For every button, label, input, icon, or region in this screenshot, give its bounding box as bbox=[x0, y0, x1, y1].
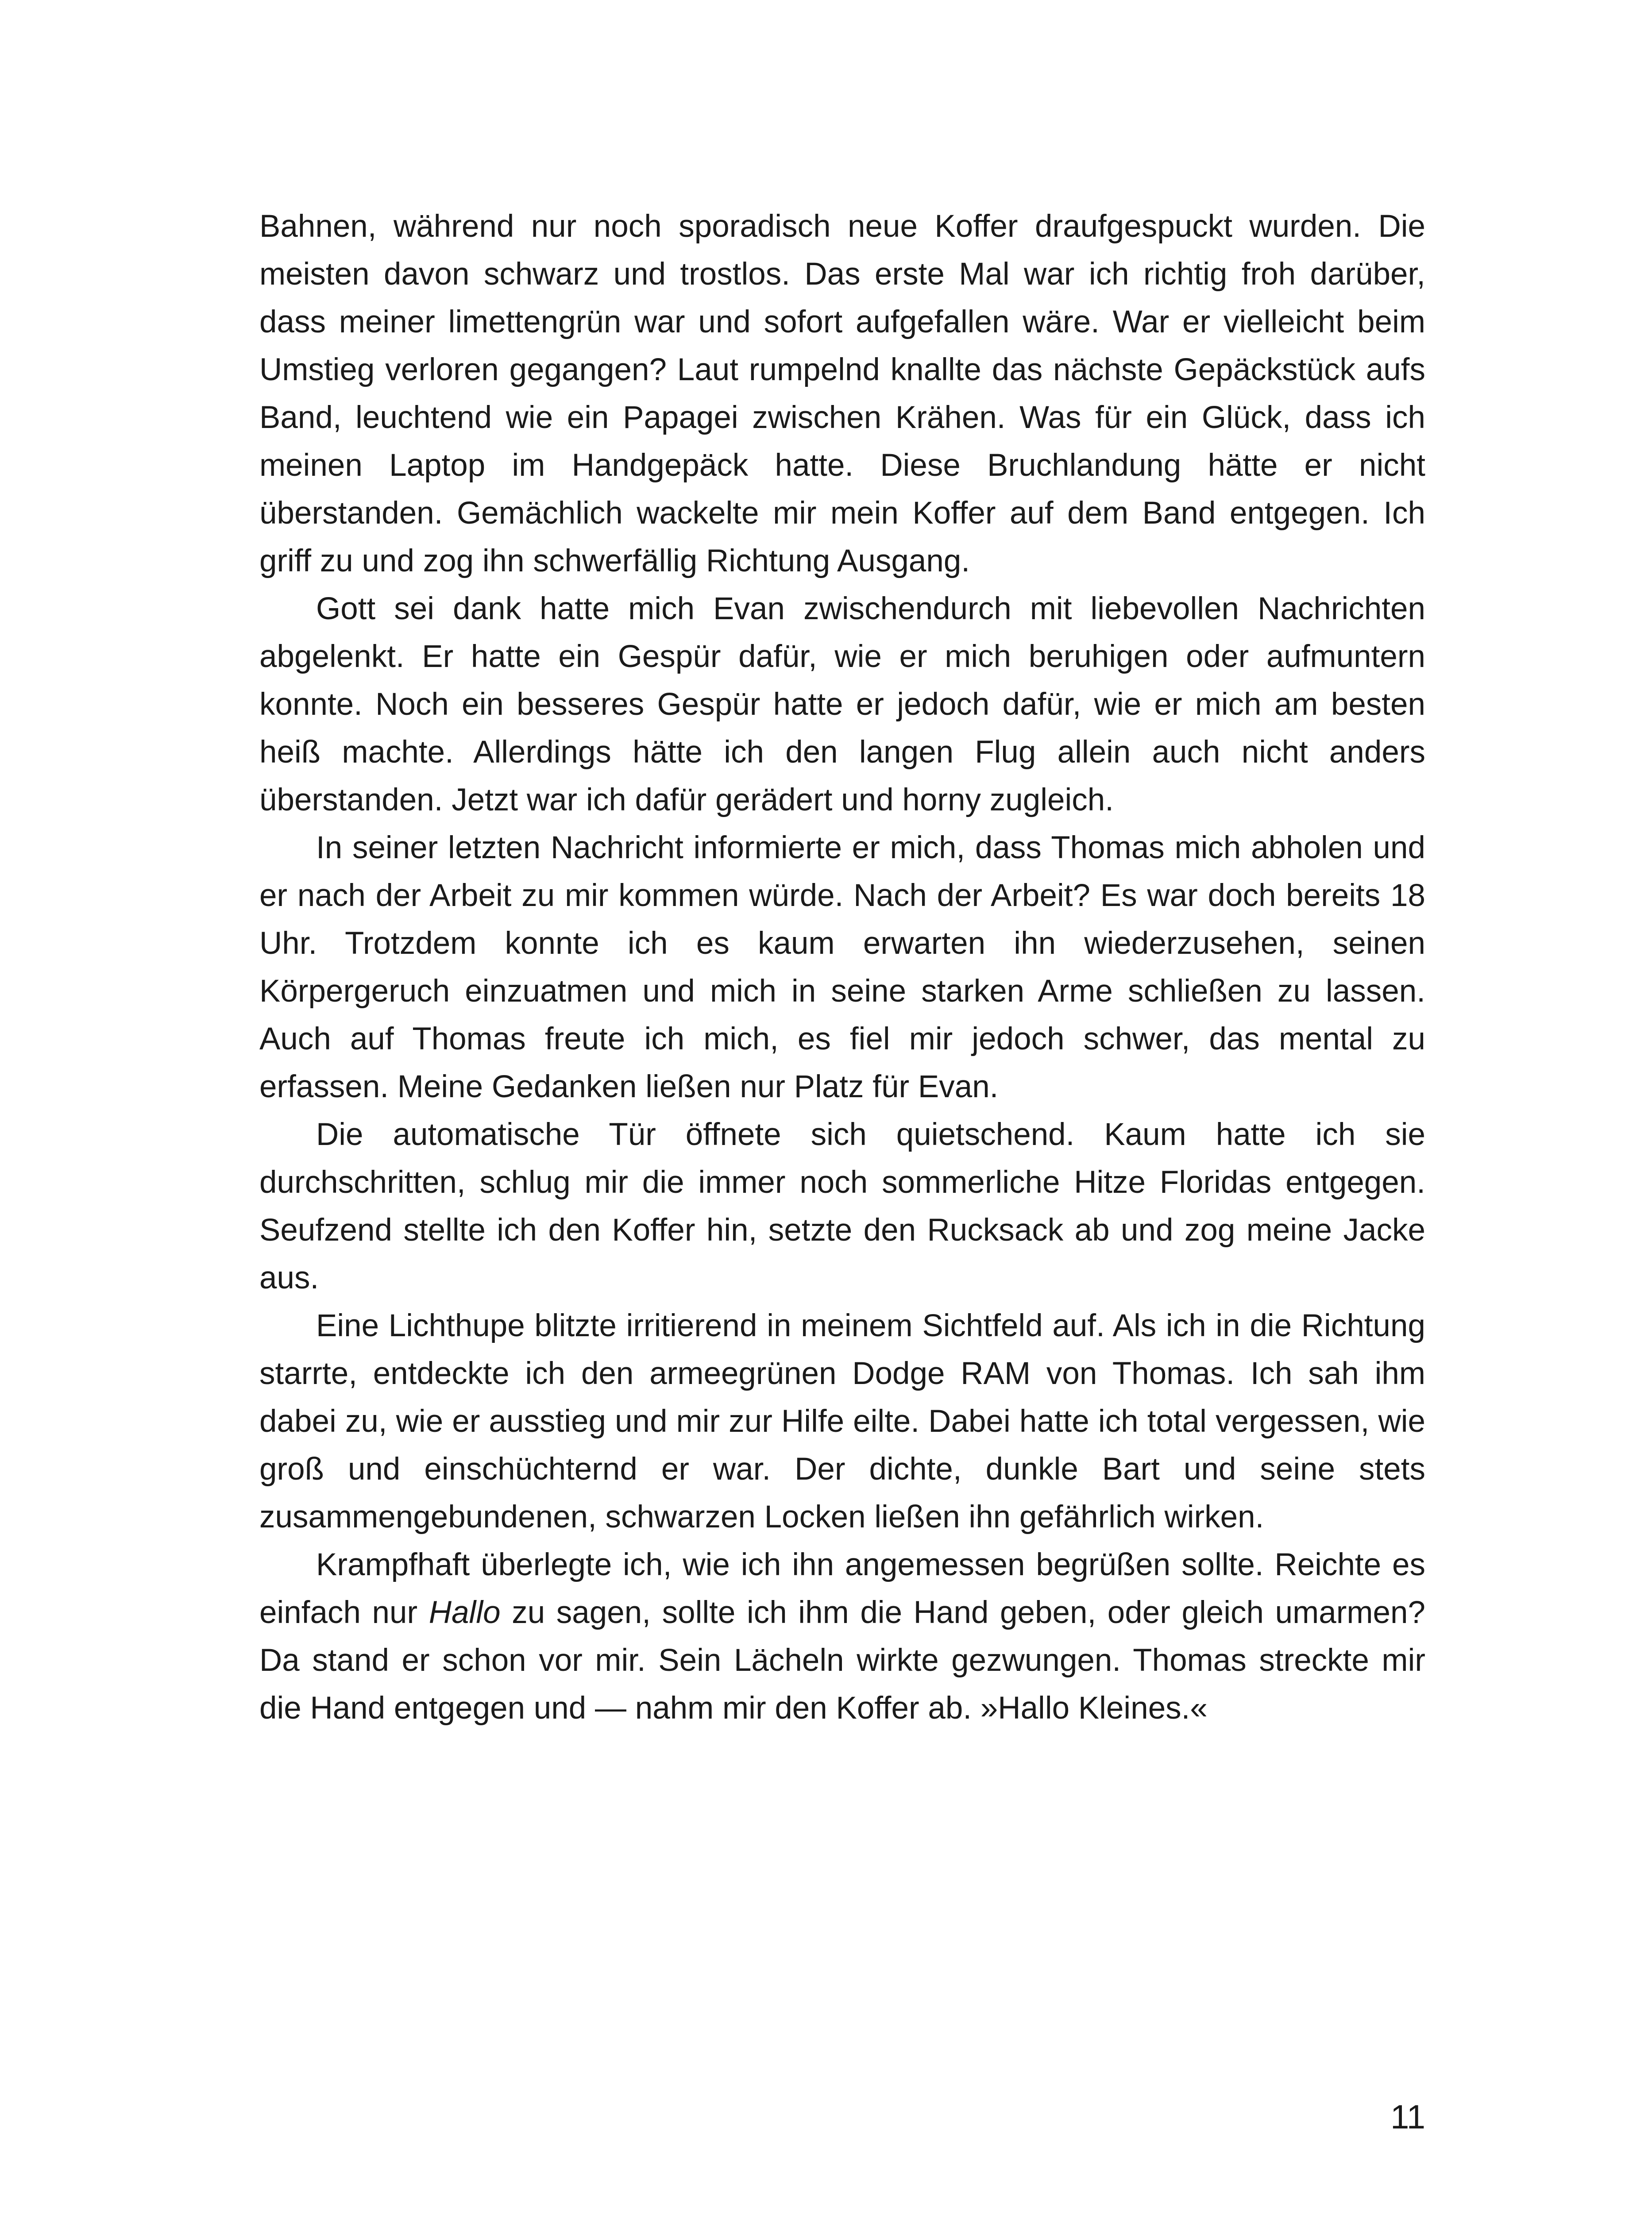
paragraph-text: Bahnen, während nur noch sporadisch neue Koffer draufgespuckt wurden. Die meisten davon schwarz und trostlos. Das erste Mal war ich richtig froh darüber, dass meiner limettengrün war und sofort aufgefallen wäre. War er vielleicht beim Umstieg verloren gegangen? Laut rumpelnd knallte das nächste Gepäckstück aufs Band, leuchtend wie ein Papagei zwischen Krähen. Was für ein Glück, dass ich meinen Laptop im Handgepäck hatte. Diese Bruchlandung hätte er nicht überstanden. Gemächlich wackelte mir mein Koffer auf dem Band entgegen. Ich griff zu und zog ihn schwerfällig Richtung Ausgang. bbox=[259, 209, 1425, 578]
paragraph-3 bbox=[259, 824, 1425, 1111]
paragraph-text: Krampfhaft überlegte ich, wie ich ihn angemessen begrüßen sollte. Reichte es einfach nur bbox=[259, 1547, 1425, 1630]
paragraph-text: zu sagen, sollte ich ihm die Hand geben, oder gleich umarmen? Da stand er schon vor mir. Sein Lächeln wirkte gezwungen. Thomas streckte mir die Hand entgegen und — nahm mir den Koffer ab. »Hallo Kleines.« bbox=[259, 1595, 1425, 1726]
paragraph-1 bbox=[259, 203, 1425, 585]
paragraph-2 bbox=[259, 585, 1425, 824]
body-text bbox=[259, 203, 1425, 1732]
page-number: 11 bbox=[1390, 2098, 1425, 2136]
paragraph-text: Die automatische Tür öffnete sich quietschend. Kaum hatte ich sie durchschritten, schlug mir die immer noch sommerliche Hitze Floridas entgegen. Seufzend stellte ich den Koffer hin, setzte den Rucksack ab und zog meine Jacke aus. bbox=[259, 1117, 1425, 1295]
italic-word: Hallo bbox=[428, 1595, 501, 1630]
paragraph-text: In seiner letzten Nachricht informierte er mich, dass Thomas mich abholen und er nach der Arbeit zu mir kommen würde. Nach der Arbeit? Es war doch bereits 18 Uhr. Trotzdem konnte ich es kaum erwarten ihn wiederzusehen, seinen Körpergeruch einzuatmen und mich in seine starken Arme schließen zu lassen. Auch auf Thomas freute ich mich, es fiel mir jedoch schwer, das mental zu erfassen. Meine Gedanken ließen nur Platz für Evan. bbox=[259, 830, 1425, 1104]
paragraph-6 bbox=[259, 1541, 1425, 1732]
paragraph-4 bbox=[259, 1111, 1425, 1302]
paragraph-5 bbox=[259, 1302, 1425, 1541]
paragraph-text: Gott sei dank hatte mich Evan zwischendurch mit liebevollen Nachrichten abgelenkt. Er hatte ein Gespür dafür, wie er mich beruhigen oder aufmuntern konnte. Noch ein besseres Gespür hatte er jedoch dafür, wie er mich am besten heiß machte. Allerdings hätte ich den langen Flug allein auch nicht anders überstanden. Jetzt war ich dafür gerädert und horny zugleich. bbox=[259, 591, 1425, 817]
paragraph-text: Eine Lichthupe blitzte irritierend in meinem Sichtfeld auf. Als ich in die Richtung starrte, entdeckte ich den armeegrünen Dodge RAM von Thomas. Ich sah ihm dabei zu, wie er ausstieg und mir zur Hilfe eilte. Dabei hatte ich total vergessen, wie groß und einschüchternd er war. Der dichte, dunkle Bart und seine stets zusammengebundenen, schwarzen Locken ließen ihn gefährlich wirken. bbox=[259, 1308, 1425, 1534]
